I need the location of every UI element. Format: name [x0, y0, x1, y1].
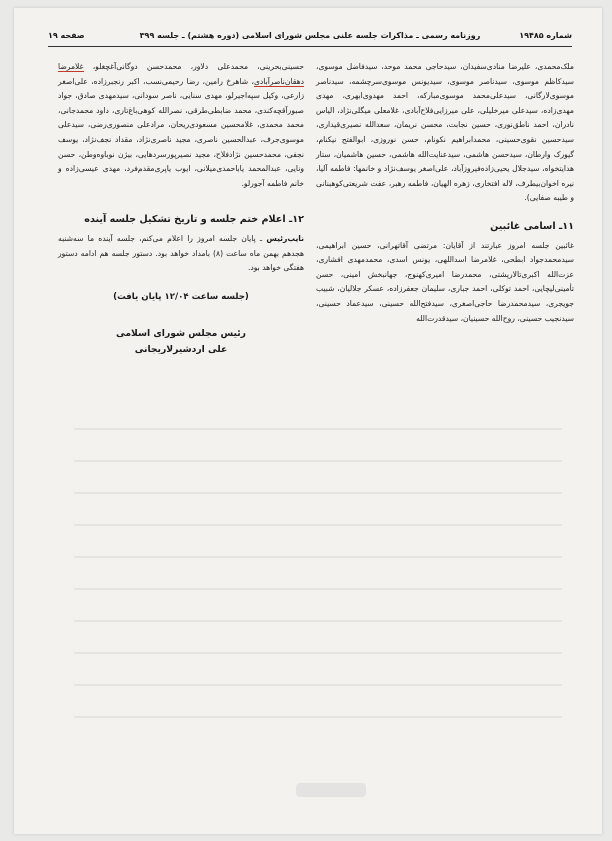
show-through-line — [74, 460, 562, 462]
show-through-line — [74, 524, 562, 526]
section-12-title: ۱۲ـ اعلام ختم جلسه و تاریخ تشکیل جلسه آینده — [84, 214, 304, 226]
show-through-line — [74, 652, 562, 654]
left-column — [58, 60, 304, 358]
page-header — [48, 26, 572, 47]
underlined-name: غلامرضا دهقان‌ناصرآبادی — [58, 62, 304, 86]
present-members-paragraph: ملک‌محمدی، علیرضا منادی‌سفیدان، سیدحاجی محمد موحد، سیدفاضل موسوی، سیدکاظم موسوی، سیدناصر موسوی، سیدیونس موسوی‌سرچشمه، سیدناصر موسوی‌لارگانی، سیدعلی‌محمد موسوی‌مبارکه، احمد مهدوی‌ابهری، مهدی مهدی‌زاده، سیدعلی میرخلیلی، علی میرزایی‌فلاح‌آبادی، غلامعلی میگلی‌نژاد، الیاس نادران، احمد ناطق‌نوری، حسین نجابت، محسن نریمان، سعدالله نصیری‌قیداری، سیدحسین نقوی‌حسینی، محمدابراهیم نکونام، حسن نوروزی، ابوالفتح نیکنام، گیورک وارطان، سیدحسن هاشمی، سیدعنایت‌الله هاشمی، حسین هاشمیان، ستار هدایتخواه، سیدجلال یحیی‌زاده‌فیروزآباد، علی‌اصغر یوسف‌نژاد و خانمها: فاطمه آلیا، نیره اخوان‌بیطرف، لاله افتخاری، زهره الهیان، فاطمه رهبر، عفت شریعتی‌کوهبنانی و طیبه صفایی). — [316, 62, 574, 203]
show-through-line — [74, 556, 562, 558]
absentees-continued-paragraph — [58, 60, 304, 191]
faint-stamp — [296, 783, 366, 797]
closing-paragraph — [58, 232, 304, 276]
show-through-line — [74, 684, 562, 686]
signature-title: رئیس مجلس شورای اسلامی — [116, 328, 246, 340]
right-column — [316, 60, 574, 326]
signature-name: علی اردشیرلاریجانی — [134, 344, 228, 356]
issue-number: شماره ۱۹۴۸۵ — [519, 31, 572, 40]
document-page — [14, 8, 602, 834]
show-through-line — [74, 492, 562, 494]
header-title: روزنامه رسمی ـ مذاکرات جلسه علنی مجلس شورای اسلامی (دوره هشتم) ـ جلسه ۳۹۹ — [139, 31, 481, 40]
show-through-line — [74, 428, 562, 430]
closing-text: ـ پایان جلسه امروز را اعلام می‌کنم، جلسه آینده ما سه‌شنبه هجدهم بهمن ماه ساعت (۸) بامداد خواهد بود. دستور جلسه هم ادامه دستور هفتگی خواهد بود. — [58, 233, 304, 273]
signature-block — [58, 326, 304, 358]
absentees-paragraph: غائبین جلسه امروز عبارتند از آقایان: مرتضی آقاتهرانی، حسین ابراهیمی، سیدمحمدجواد ابطحی، غلامرضا اسداللهی، یونس اسدی، محمدمهدی افشاری، عزت‌الله اکبری‌تالارپشتی، محمدرضا امیری‌کهنوج، جهانبخش امینی، حسن تأمینی‌لیچایی، احمد توکلی، احمد جباری، سلیمان جعفرزاده، عسکر جلالیان، شبیب جویجری، سیدمحمدرضا حاجی‌اصغری، سیدفتح‌الله حسینی، سیدعماد حسینی، سیدنجیب حسینی، روح‌الله حسینیان، سیدقدرت‌الله — [316, 240, 574, 323]
session-end-note: (جلسه ساعت ۱۲/۰۴ پایان یافت) — [113, 291, 249, 302]
page-number: صفحه ۱۹ — [48, 31, 85, 40]
show-through-line — [74, 588, 562, 590]
absentees-continued-text-1: حسینی‌بحرینی، محمدعلی دلاور، محمدحسن دوگانی‌آغچغلو، — [83, 62, 304, 71]
show-through-line — [74, 716, 562, 718]
section-11-title: ۱۱ـ اسامی غائبین — [490, 220, 574, 232]
absentees-continued-text-2: ، شاهرخ رامین، رضا رحیمی‌نسب، اکبر رنجبرزاده، علی‌اصغر زارعی، وکیل سپه‌اجیرلو، مهدی سنایی، ناصر سودانی، سیدمهدی صادق، جواد صبورآقچه‌کندی، محمد ضابطی‌طرقی، نصرالله کوهی‌باغ‌تاری، داود محمدجانی، محمد محمدی، غلامحسین مسعودی‌ریحان، مرادعلی منصوری‌رضی، سیدعلی موسوی‌جرف، عبدالحسین ناصری، مجید ناصری‌نژاد، مقداد نجف‌نژاد، یوسف نجفی، محمدحسین نژادفلاح، مجید نصیرپورسردهایی، بیژن نوباوه‌وطن، حسن ونایی، عبدالمحمد یاباحمدی‌میلانی، ایوب یاپری‌مقدم‌فرد، مهدی عیسی‌زاده و خانم فاطمه آجورلو. — [58, 76, 304, 188]
show-through-line — [74, 620, 562, 622]
deputy-speaker-label: نایب‌رئیس — [266, 233, 304, 243]
